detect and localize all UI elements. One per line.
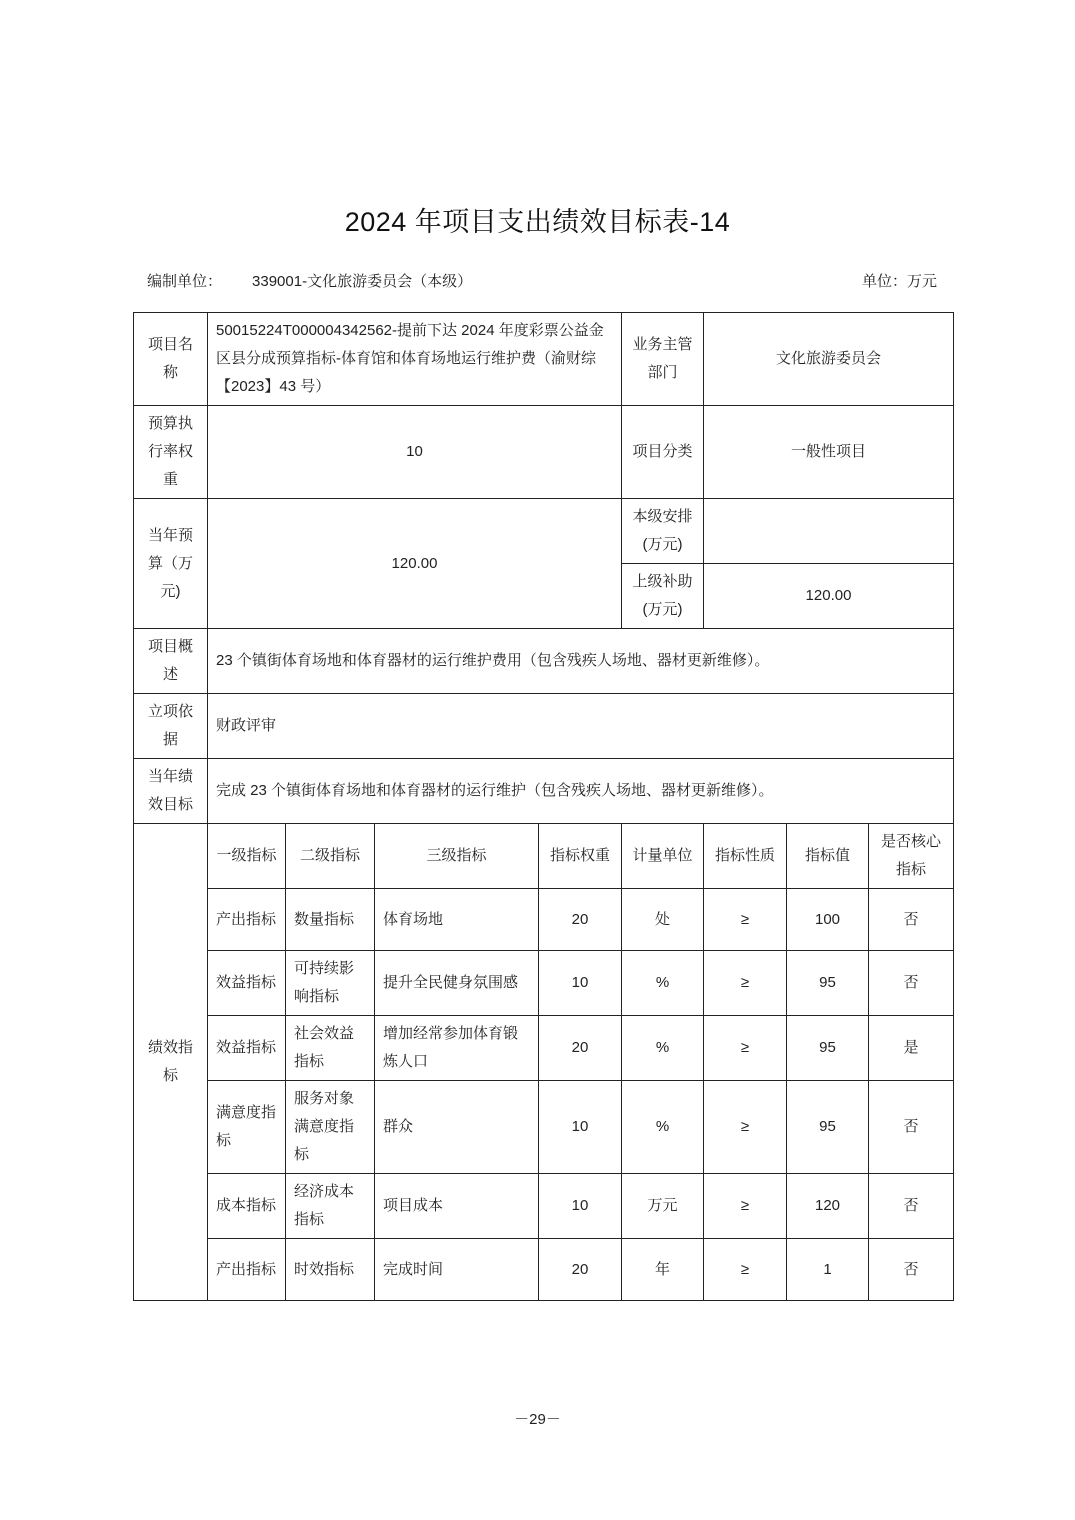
indicator-nature: ≥	[704, 1174, 787, 1239]
indicator-level1: 产出指标	[208, 889, 286, 951]
indicator-row	[134, 889, 954, 951]
indicator-row	[134, 1016, 954, 1081]
upper-label: 上级补助(万元)	[622, 564, 704, 629]
local-label: 本级安排(万元)	[622, 499, 704, 564]
indicator-row	[134, 1239, 954, 1301]
indicator-value: 95	[787, 951, 869, 1016]
indicator-row	[134, 1081, 954, 1174]
performance-table	[133, 312, 954, 1301]
header-level2: 二级指标	[286, 824, 375, 889]
org-line	[147, 270, 472, 291]
header-core: 是否核心指标	[869, 824, 954, 889]
indicator-level1: 效益指标	[208, 1016, 286, 1081]
indicator-level1: 产出指标	[208, 1239, 286, 1301]
indicator-level2: 时效指标	[286, 1239, 375, 1301]
indicator-core: 否	[869, 951, 954, 1016]
indicator-level3: 提升全民健身氛围感	[375, 951, 539, 1016]
indicator-core: 否	[869, 1174, 954, 1239]
header-nature: 指标性质	[704, 824, 787, 889]
page-number: －29－	[514, 1411, 561, 1428]
indicator-value: 1	[787, 1239, 869, 1301]
category-value: 一般性项目	[704, 406, 954, 499]
org-label: 编制单位：	[147, 273, 223, 290]
exec-rate-label: 预算执行率权重	[134, 406, 208, 499]
indicator-unit: 万元	[622, 1174, 704, 1239]
basis-value: 财政评审	[208, 694, 954, 759]
indicator-unit: %	[622, 1016, 704, 1081]
indicator-row	[134, 951, 954, 1016]
indicator-weight: 20	[539, 1016, 622, 1081]
indicator-level3: 体育场地	[375, 889, 539, 951]
header-weight: 指标权重	[539, 824, 622, 889]
indicator-weight: 10	[539, 1081, 622, 1174]
indicator-nature: ≥	[704, 889, 787, 951]
goal-label: 当年绩效目标	[134, 759, 208, 824]
budget-label: 当年预算（万元)	[134, 499, 208, 629]
header-value: 指标值	[787, 824, 869, 889]
indicator-level2: 经济成本指标	[286, 1174, 375, 1239]
indicator-unit: %	[622, 1081, 704, 1174]
indicator-unit: %	[622, 951, 704, 1016]
category-label: 项目分类	[622, 406, 704, 499]
indicator-level2: 社会效益指标	[286, 1016, 375, 1081]
indicator-nature: ≥	[704, 1081, 787, 1174]
indicator-nature: ≥	[704, 1016, 787, 1081]
budget-value: 120.00	[208, 499, 622, 629]
unit-label: 单位：万元	[862, 273, 938, 290]
indicator-unit: 处	[622, 889, 704, 951]
indicator-level1: 满意度指标	[208, 1081, 286, 1174]
indicator-weight: 20	[539, 889, 622, 951]
overview-label: 项目概述	[134, 629, 208, 694]
indicator-core: 是	[869, 1016, 954, 1081]
indicator-value: 120	[787, 1174, 869, 1239]
overview-value: 23 个镇街体育场地和体育器材的运行维护费用（包含残疾人场地、器材更新维修）。	[208, 629, 954, 694]
header-unit: 计量单位	[622, 824, 704, 889]
indicator-core: 否	[869, 889, 954, 951]
indicator-level2: 可持续影响指标	[286, 951, 375, 1016]
basis-label: 立项依据	[134, 694, 208, 759]
indicator-value: 100	[787, 889, 869, 951]
indicator-level1: 成本指标	[208, 1174, 286, 1239]
indicators-label: 绩效指标	[134, 824, 208, 1301]
org-value: 339001-文化旅游委员会（本级）	[252, 273, 473, 290]
indicator-core: 否	[869, 1081, 954, 1174]
goal-value: 完成 23 个镇街体育场地和体育器材的运行维护（包含残疾人场地、器材更新维修）。	[208, 759, 954, 824]
indicator-nature: ≥	[704, 951, 787, 1016]
indicator-weight: 10	[539, 951, 622, 1016]
dept-label: 业务主管部门	[622, 313, 704, 406]
header-level3: 三级指标	[375, 824, 539, 889]
indicator-nature: ≥	[704, 1239, 787, 1301]
indicator-weight: 20	[539, 1239, 622, 1301]
project-name-value: 50015224T000004342562-提前下达 2024 年度彩票公益金区县分成预算指标-体育馆和体育场地运行维护费（渝财综【2023】43 号）	[208, 313, 622, 406]
local-value	[704, 499, 954, 564]
indicator-level2: 服务对象满意度指标	[286, 1081, 375, 1174]
indicator-row	[134, 1174, 954, 1239]
project-name-label: 项目名称	[134, 313, 208, 406]
indicator-level3: 完成时间	[375, 1239, 539, 1301]
indicator-value: 95	[787, 1016, 869, 1081]
indicator-level3: 群众	[375, 1081, 539, 1174]
exec-rate-value: 10	[208, 406, 622, 499]
dept-value: 文化旅游委员会	[704, 313, 954, 406]
indicator-weight: 10	[539, 1174, 622, 1239]
indicator-level1: 效益指标	[208, 951, 286, 1016]
indicator-core: 否	[869, 1239, 954, 1301]
indicator-level2: 数量指标	[286, 889, 375, 951]
page-title: 2024 年项目支出绩效目标表-14	[344, 207, 731, 237]
header-level1: 一级指标	[208, 824, 286, 889]
indicator-level3: 项目成本	[375, 1174, 539, 1239]
upper-value: 120.00	[704, 564, 954, 629]
indicator-value: 95	[787, 1081, 869, 1174]
indicator-unit: 年	[622, 1239, 704, 1301]
indicator-level3: 增加经常参加体育锻炼人口	[375, 1016, 539, 1081]
